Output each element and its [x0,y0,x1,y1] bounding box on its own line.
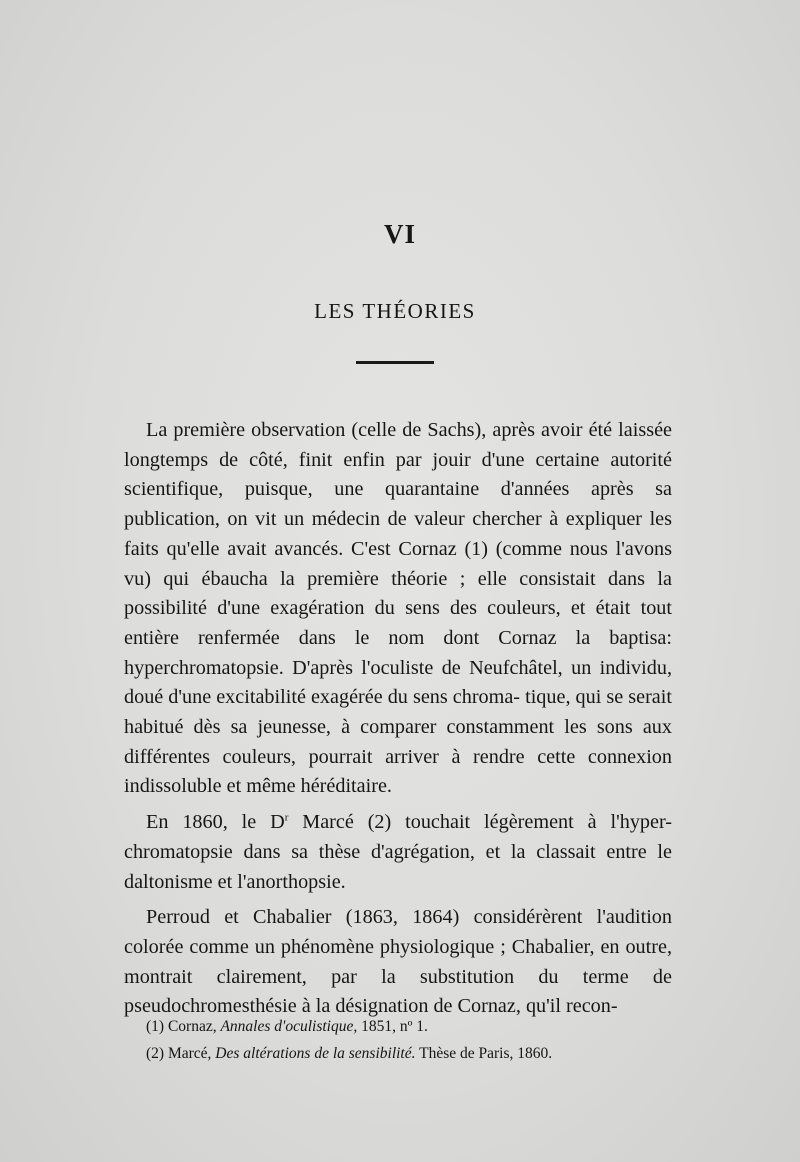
paragraph-2-rest: chromatopsie dans sa thèse d'agrégation, et la classait entre le daltonisme et l'anorthopsie. [124,840,672,893]
footnote-2 [146,1040,706,1067]
paragraph-1 [124,416,672,802]
title-divider [356,361,434,364]
footnote-author: Cornaz, [167,1018,217,1035]
footnote-author: Marcé, [167,1045,212,1062]
footnote-detail: 1851, nº 1. [361,1018,428,1035]
footnote-1 [146,1013,706,1040]
footnote-detail: Thèse de Paris, 1860. [419,1045,553,1062]
footnote-marker: (1) [146,1018,165,1035]
paragraph-3 [124,903,672,1022]
paragraph-1-part-1: La première observation (celle de Sachs), après avoir été laissée longtemps de côté, finit enfin par jouir d'une certaine autorité scientifique, puisque, une quarantaine d'années après sa publication, on vit un médecin de valeur chercher à expliquer les faits qu'elle avait avancés. C'est Cornaz (1) (comme nous l'avons vu) qui ébaucha la première théorie ; elle consistait dans la possibilité d'une exagération du sens des couleurs, et était tout entière renfermée dans le nom dont Cornaz la baptisa: hyperchromatopsie. D'après l'oculiste de Neufchâtel, un individu, doué d'une excitabilité exagérée du sens chroma- [124,419,672,709]
chapter-title: LES THÉORIES [314,299,476,323]
paragraph-2-lead-end: Marcé (2) touchait légèrement à l'hyper- [288,811,673,834]
paragraph-1-part-2: tique, qui se serait habitué dès sa jeunesse, à comparer constamment les sons aux différentes couleurs, pourrait arriver à rendre cette connexion indissoluble et même héréditaire. [124,686,672,798]
chapter-body [124,416,672,1028]
footnote-title: Des altérations de la sensibilité. [215,1045,416,1062]
doctor-superscript: r [284,811,289,824]
footnote-marker: (2) [146,1045,165,1062]
footnotes [146,1013,706,1067]
paragraph-2 [124,808,672,897]
paragraph-3-text: Perroud et Chabalier (1863, 1864) considérèrent l'audition colorée comme un phénomène physiologique ; Chabalier, en outre, montrait clairement, par la substitution du terme de pseudochromesthésie à la désignation de Cornaz, qu'il recon- [124,906,672,1018]
paragraph-2-lead: En 1860, le D [146,811,285,834]
footnote-title: Annales d'oculistique, [220,1018,358,1035]
chapter-number: VI [383,219,416,249]
